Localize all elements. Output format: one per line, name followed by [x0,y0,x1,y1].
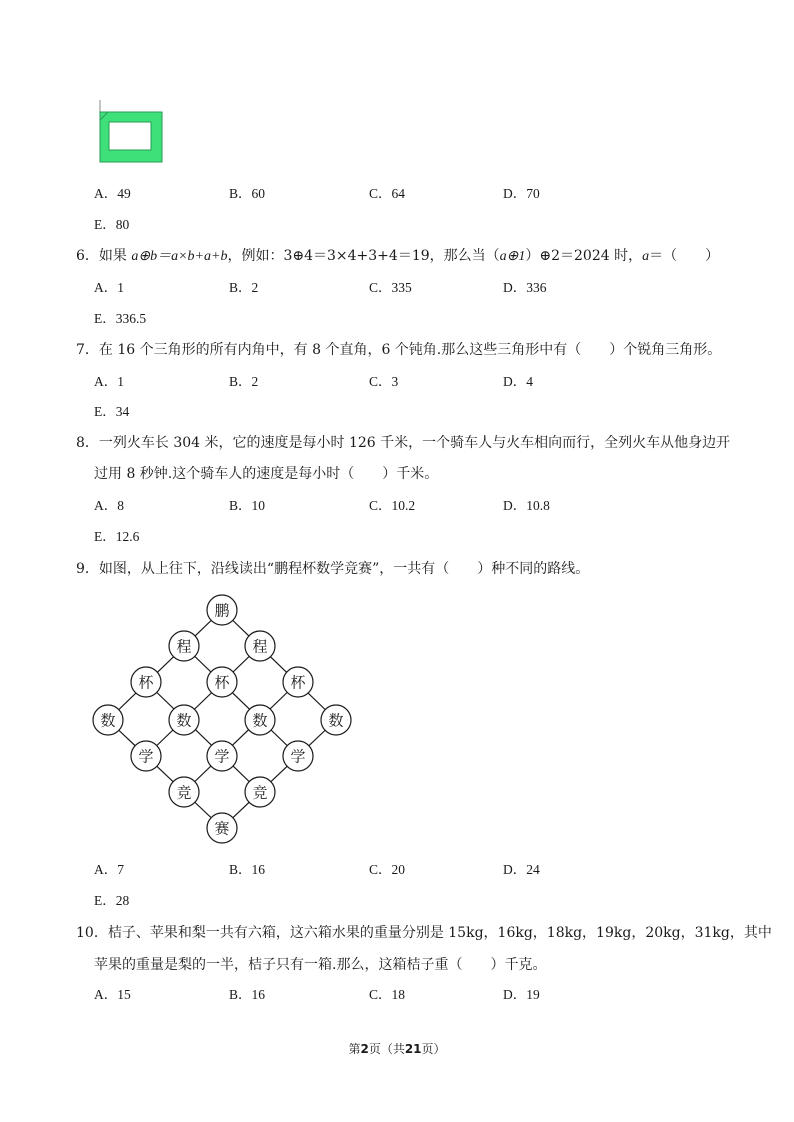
node-cheng-right [245,631,275,661]
svg-text:竞: 竞 [252,783,268,802]
footer-middle: 页（共 [368,1042,405,1056]
q10-number: 10． [76,925,108,941]
q6-text-mid2: ）⊕2＝2024 时， [525,248,643,264]
q9-option-e: E．28 [94,893,130,908]
node-shu-1 [93,705,123,735]
node-jing-right [245,777,275,807]
q6-option-c: C．335 [369,280,412,295]
q5-option-b: B．60 [229,186,266,201]
svg-text:赛: 赛 [214,819,230,838]
footer-total-pages: 21 [404,1042,422,1056]
q7-number: 7． [76,342,99,358]
question-8-line-2: 过用 8 秒钟.这个骑车人的速度是每小时（ ）千米。 [94,466,439,482]
q5-option-e: E．80 [94,217,130,232]
svg-text:学: 学 [138,747,154,766]
q9-diamond-diagram [88,590,368,848]
q10-option-b: B．16 [229,987,266,1002]
svg-text:杯: 杯 [290,673,306,692]
q5-option-c: C．64 [369,186,406,201]
q9-number: 9． [76,561,99,577]
q9-option-c: C．20 [369,862,406,877]
svg-text:杯: 杯 [214,673,230,692]
q7-option-a: A．1 [94,374,124,389]
svg-text:数: 数 [100,711,116,730]
q5-option-a: A．49 [94,186,131,201]
q9-option-a: A．7 [94,862,124,877]
footer-page-number: 2 [360,1042,369,1056]
q9-text: 如图，从上往下，沿线读出“鹏程杯数学竞赛”，一共有（ ）种不同的路线。 [98,561,590,577]
q8-number: 8． [76,435,99,451]
q6-text-pre: 如果 [98,248,132,264]
q7-option-b: B．2 [229,374,259,389]
svg-text:数: 数 [252,711,268,730]
q7-option-c: C．3 [369,374,399,389]
q7-option-d: D．4 [503,374,533,389]
node-xue-left [131,741,161,771]
node-bei-center [207,667,237,697]
q8-option-e: E．12.6 [94,529,140,544]
q10-option-d: D．19 [503,987,540,1002]
svg-text:竞: 竞 [176,783,192,802]
node-sai [207,813,237,843]
q6-option-b: B．2 [229,280,259,295]
q8-option-d: D．10.8 [503,498,550,513]
question-9 [76,559,589,579]
q6-option-a: A．1 [94,280,124,295]
svg-text:程: 程 [176,637,192,656]
q5-figure [92,96,172,168]
svg-text:鹏: 鹏 [214,601,230,620]
q8-option-c: C．10.2 [369,498,416,513]
question-10-line-1 [76,923,772,943]
question-8-line-1 [76,433,730,453]
node-cheng-left [169,631,199,661]
svg-text:学: 学 [290,747,306,766]
q6-formula: a⊕b＝a×b+a+b [131,249,228,264]
svg-text:杯: 杯 [138,673,154,692]
q6-formula-2: a⊕1 [499,249,526,264]
q6-formula-3: a [642,249,650,264]
node-shu-3 [245,705,275,735]
svg-text:学: 学 [214,747,230,766]
node-shu-4 [321,705,351,735]
q8-option-b: B．10 [229,498,266,513]
diagram-lines [108,610,336,828]
q6-text-mid: ，例如：3⊕4＝3×4+3+4＝19，那么当（ [227,248,500,264]
page-footer [0,1040,794,1057]
q5-option-d: D．70 [503,186,540,201]
svg-text:数: 数 [176,711,192,730]
footer-prefix: 第 [348,1042,361,1056]
q6-text-end: ＝（ ） [649,248,720,264]
q6-option-e: E．336.5 [94,311,147,326]
q8-text-line-1: 一列火车长 304 米，它的速度是每小时 126 千米，一个骑车人与火车相向而行，全列火车从他身边开 [98,435,731,451]
node-bei-left [131,667,161,697]
q6-option-d: D．336 [503,280,547,295]
q10-text-line-1: 桔子、苹果和梨一共有六箱，这六箱水果的重量分别是 15kg，16kg，18kg，19kg，20kg，31kg，其中 [107,925,772,941]
node-peng [207,595,237,625]
q8-option-a: A．8 [94,498,124,513]
node-jing-left [169,777,199,807]
question-10-line-2: 苹果的重量是梨的一半，桔子只有一箱.那么，这箱桔子重（ ）千克。 [94,957,547,973]
q9-option-d: D．24 [503,862,540,877]
svg-text:程: 程 [252,637,268,656]
question-6 [76,246,719,267]
q6-number: 6． [76,248,99,264]
q10-option-a: A．15 [94,987,131,1002]
diagram-nodes [93,595,351,843]
svg-text:数: 数 [328,711,344,730]
node-bei-right [283,667,313,697]
q9-option-b: B．16 [229,862,266,877]
q7-text: 在 16 个三角形的所有内角中，有 8 个直角，6 个钝角.那么这些三角形中有（ ）个锐角三角形。 [98,342,722,358]
q7-option-e: E．34 [94,404,130,419]
footer-suffix: 页） [421,1042,446,1056]
node-xue-center [207,741,237,771]
q10-option-c: C．18 [369,987,406,1002]
question-7 [76,340,721,360]
node-shu-2 [169,705,199,735]
node-xue-right [283,741,313,771]
